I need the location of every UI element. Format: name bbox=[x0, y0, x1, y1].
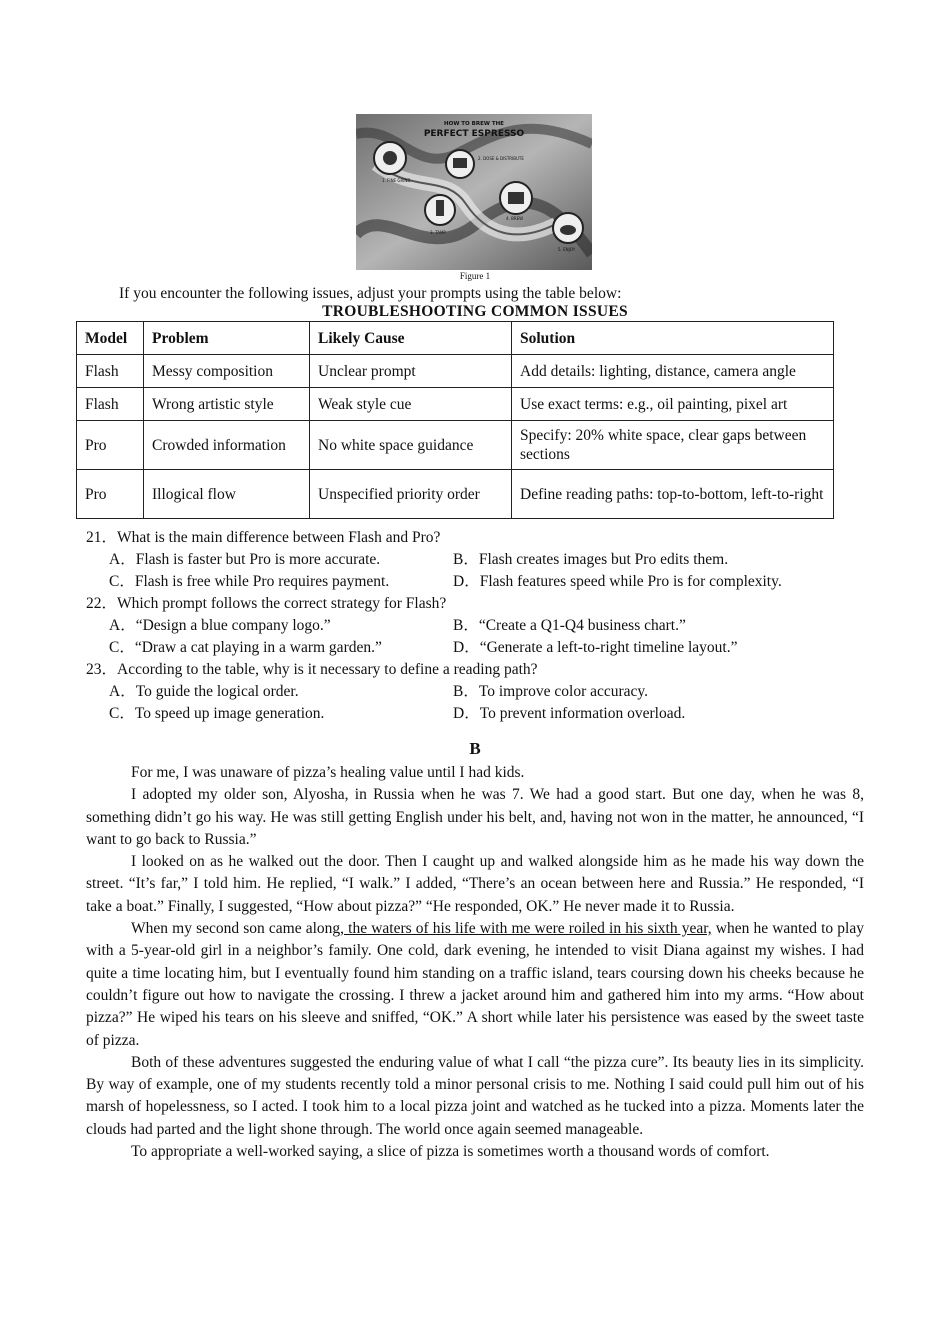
question-21-option-a: A．Flash is faster but Pro is more accurate. bbox=[109, 551, 381, 568]
figure-step-5: 5. ENJOY bbox=[558, 247, 576, 252]
cell-model: Flash bbox=[77, 355, 144, 388]
question-23-option-c: C．To speed up image generation. bbox=[109, 705, 325, 722]
cell-solution: Specify: 20% white space, clear gaps between sections bbox=[512, 421, 834, 470]
question-23-option-d: D．To prevent information overload. bbox=[453, 705, 686, 722]
cell-cause: Unspecified priority order bbox=[310, 470, 512, 519]
cell-problem: Crowded information bbox=[144, 421, 310, 470]
figure-step-4: 4. BREW bbox=[506, 216, 524, 221]
cell-cause: No white space guidance bbox=[310, 421, 512, 470]
question-23-stem: 23．According to the table, why is it necessary to define a reading path? bbox=[86, 661, 538, 678]
figure-title-line2: PERFECT ESPRESSO bbox=[423, 129, 525, 139]
figure-step-2: 2. DOSE & DISTRIBUTE bbox=[478, 156, 524, 161]
passage-text: when he wanted to play with a 5-year-old girl in a neighbor’s family. One cold, dark evening, he intended to visit Diana against my wishes. I had quite a time locating him, but I eventually found him standing on a traffic island, tears coursing down his cheeks because he couldn’t figure out how to navigate the crossing. I threw a jacket around him and gathered him into my arms. “How about pizza?” He wiped his tears on his sleeve and sniffed, “OK.” A short while later his persistence was eased by the sweet taste of pizza. bbox=[86, 920, 864, 1049]
table-row bbox=[77, 355, 834, 388]
cell-solution: Use exact terms: e.g., oil painting, pixel art bbox=[512, 388, 834, 421]
passage-paragraph: To appropriate a well-worked saying, a slice of pizza is sometimes worth a thousand words of comfort. bbox=[131, 1143, 770, 1161]
passage-paragraph: I looked on as he walked out the door. Then I caught up and walked alongside him as he made his way down the street. “It’s far,” I told him. He replied, “I walk.” I added, “There’s an ocean between here and Russia.” He responded, “I take a boat.” Finally, I suggested, “How about pizza?” “He responded, OK.” He never made it to Russia. bbox=[86, 853, 864, 915]
section-label: B bbox=[469, 739, 481, 758]
question-21-option-c: C．Flash is free while Pro requires payment. bbox=[109, 573, 390, 590]
figure-title-line1: HOW TO BREW THE bbox=[444, 121, 504, 127]
cell-solution: Define reading paths: top-to-bottom, left-to-right bbox=[512, 470, 834, 519]
table-title: TROUBLESHOOTING COMMON ISSUES bbox=[322, 303, 628, 320]
passage-paragraph: I adopted my older son, Alyosha, in Russia when he was 7. We had a good start. But one day, when he was 8, something didn’t go his way. He was still getting English under his belt, and, having not won in the matter, he announced, “I want to go back to Russia.” bbox=[86, 786, 864, 848]
espresso-illustration bbox=[356, 114, 592, 270]
figure-step-1: 1. FINE GRIND bbox=[382, 178, 411, 183]
question-22-option-a: A．“Design a blue company logo.” bbox=[109, 617, 331, 634]
table-row bbox=[77, 388, 834, 421]
question-22-option-b: B．“Create a Q1-Q4 business chart.” bbox=[453, 617, 686, 634]
figure-step-3: 3. TAMP bbox=[430, 230, 446, 235]
troubleshooting-table bbox=[76, 321, 834, 519]
header-model: Model bbox=[77, 322, 144, 355]
table-header-row bbox=[77, 322, 834, 355]
header-problem: Problem bbox=[144, 322, 310, 355]
cell-problem: Wrong artistic style bbox=[144, 388, 310, 421]
table-row bbox=[77, 421, 834, 470]
cell-problem: Illogical flow bbox=[144, 470, 310, 519]
question-22-option-c: C．“Draw a cat playing in a warm garden.” bbox=[109, 639, 382, 656]
question-22-option-d: D．“Generate a left-to-right timeline layout.” bbox=[453, 639, 738, 656]
underlined-phrase: the waters of his life with me were roiled in his sixth year, bbox=[344, 920, 712, 938]
passage-paragraph: For me, I was unaware of pizza’s healing value until I had kids. bbox=[131, 764, 525, 781]
cell-model: Pro bbox=[77, 421, 144, 470]
question-21-option-d: D．Flash features speed while Pro is for complexity. bbox=[453, 573, 782, 590]
table-row bbox=[77, 470, 834, 519]
header-likely-cause: Likely Cause bbox=[310, 322, 512, 355]
reading-passage bbox=[86, 762, 864, 1163]
passage-paragraph: Both of these adventures suggested the enduring value of what I call “the pizza cure”. Its beauty lies in its simplicity. By way of example, one of my students recently told a minor personal crisis to me. Nothing I said could pull him out of his marsh of hopelessness, so I acted. I took him to a local pizza joint and watched as he tucked into a pizza. Moments later the clouds had parted and the light shone through. The world once again seemed manageable. bbox=[86, 1053, 864, 1138]
header-solution: Solution bbox=[512, 322, 834, 355]
table-intro: If you encounter the following issues, adjust your prompts using the table below: bbox=[119, 285, 622, 302]
figure-caption: Figure 1 bbox=[459, 271, 491, 281]
espresso-figure bbox=[356, 114, 592, 270]
cell-model: Flash bbox=[77, 388, 144, 421]
cell-model: Pro bbox=[77, 470, 144, 519]
question-23-option-a: A．To guide the logical order. bbox=[109, 683, 299, 700]
question-22-stem: 22．Which prompt follows the correct strategy for Flash? bbox=[86, 595, 447, 612]
cell-solution: Add details: lighting, distance, camera angle bbox=[512, 355, 834, 388]
cell-cause: Weak style cue bbox=[310, 388, 512, 421]
passage-text: When my second son came along, bbox=[131, 920, 345, 938]
passage-paragraph bbox=[86, 918, 864, 1052]
question-21-option-b: B．Flash creates images but Pro edits them. bbox=[453, 551, 729, 568]
question-21-stem: 21．What is the main difference between Flash and Pro? bbox=[86, 529, 441, 546]
question-23-option-b: B．To improve color accuracy. bbox=[453, 683, 649, 700]
cell-cause: Unclear prompt bbox=[310, 355, 512, 388]
cell-problem: Messy composition bbox=[144, 355, 310, 388]
